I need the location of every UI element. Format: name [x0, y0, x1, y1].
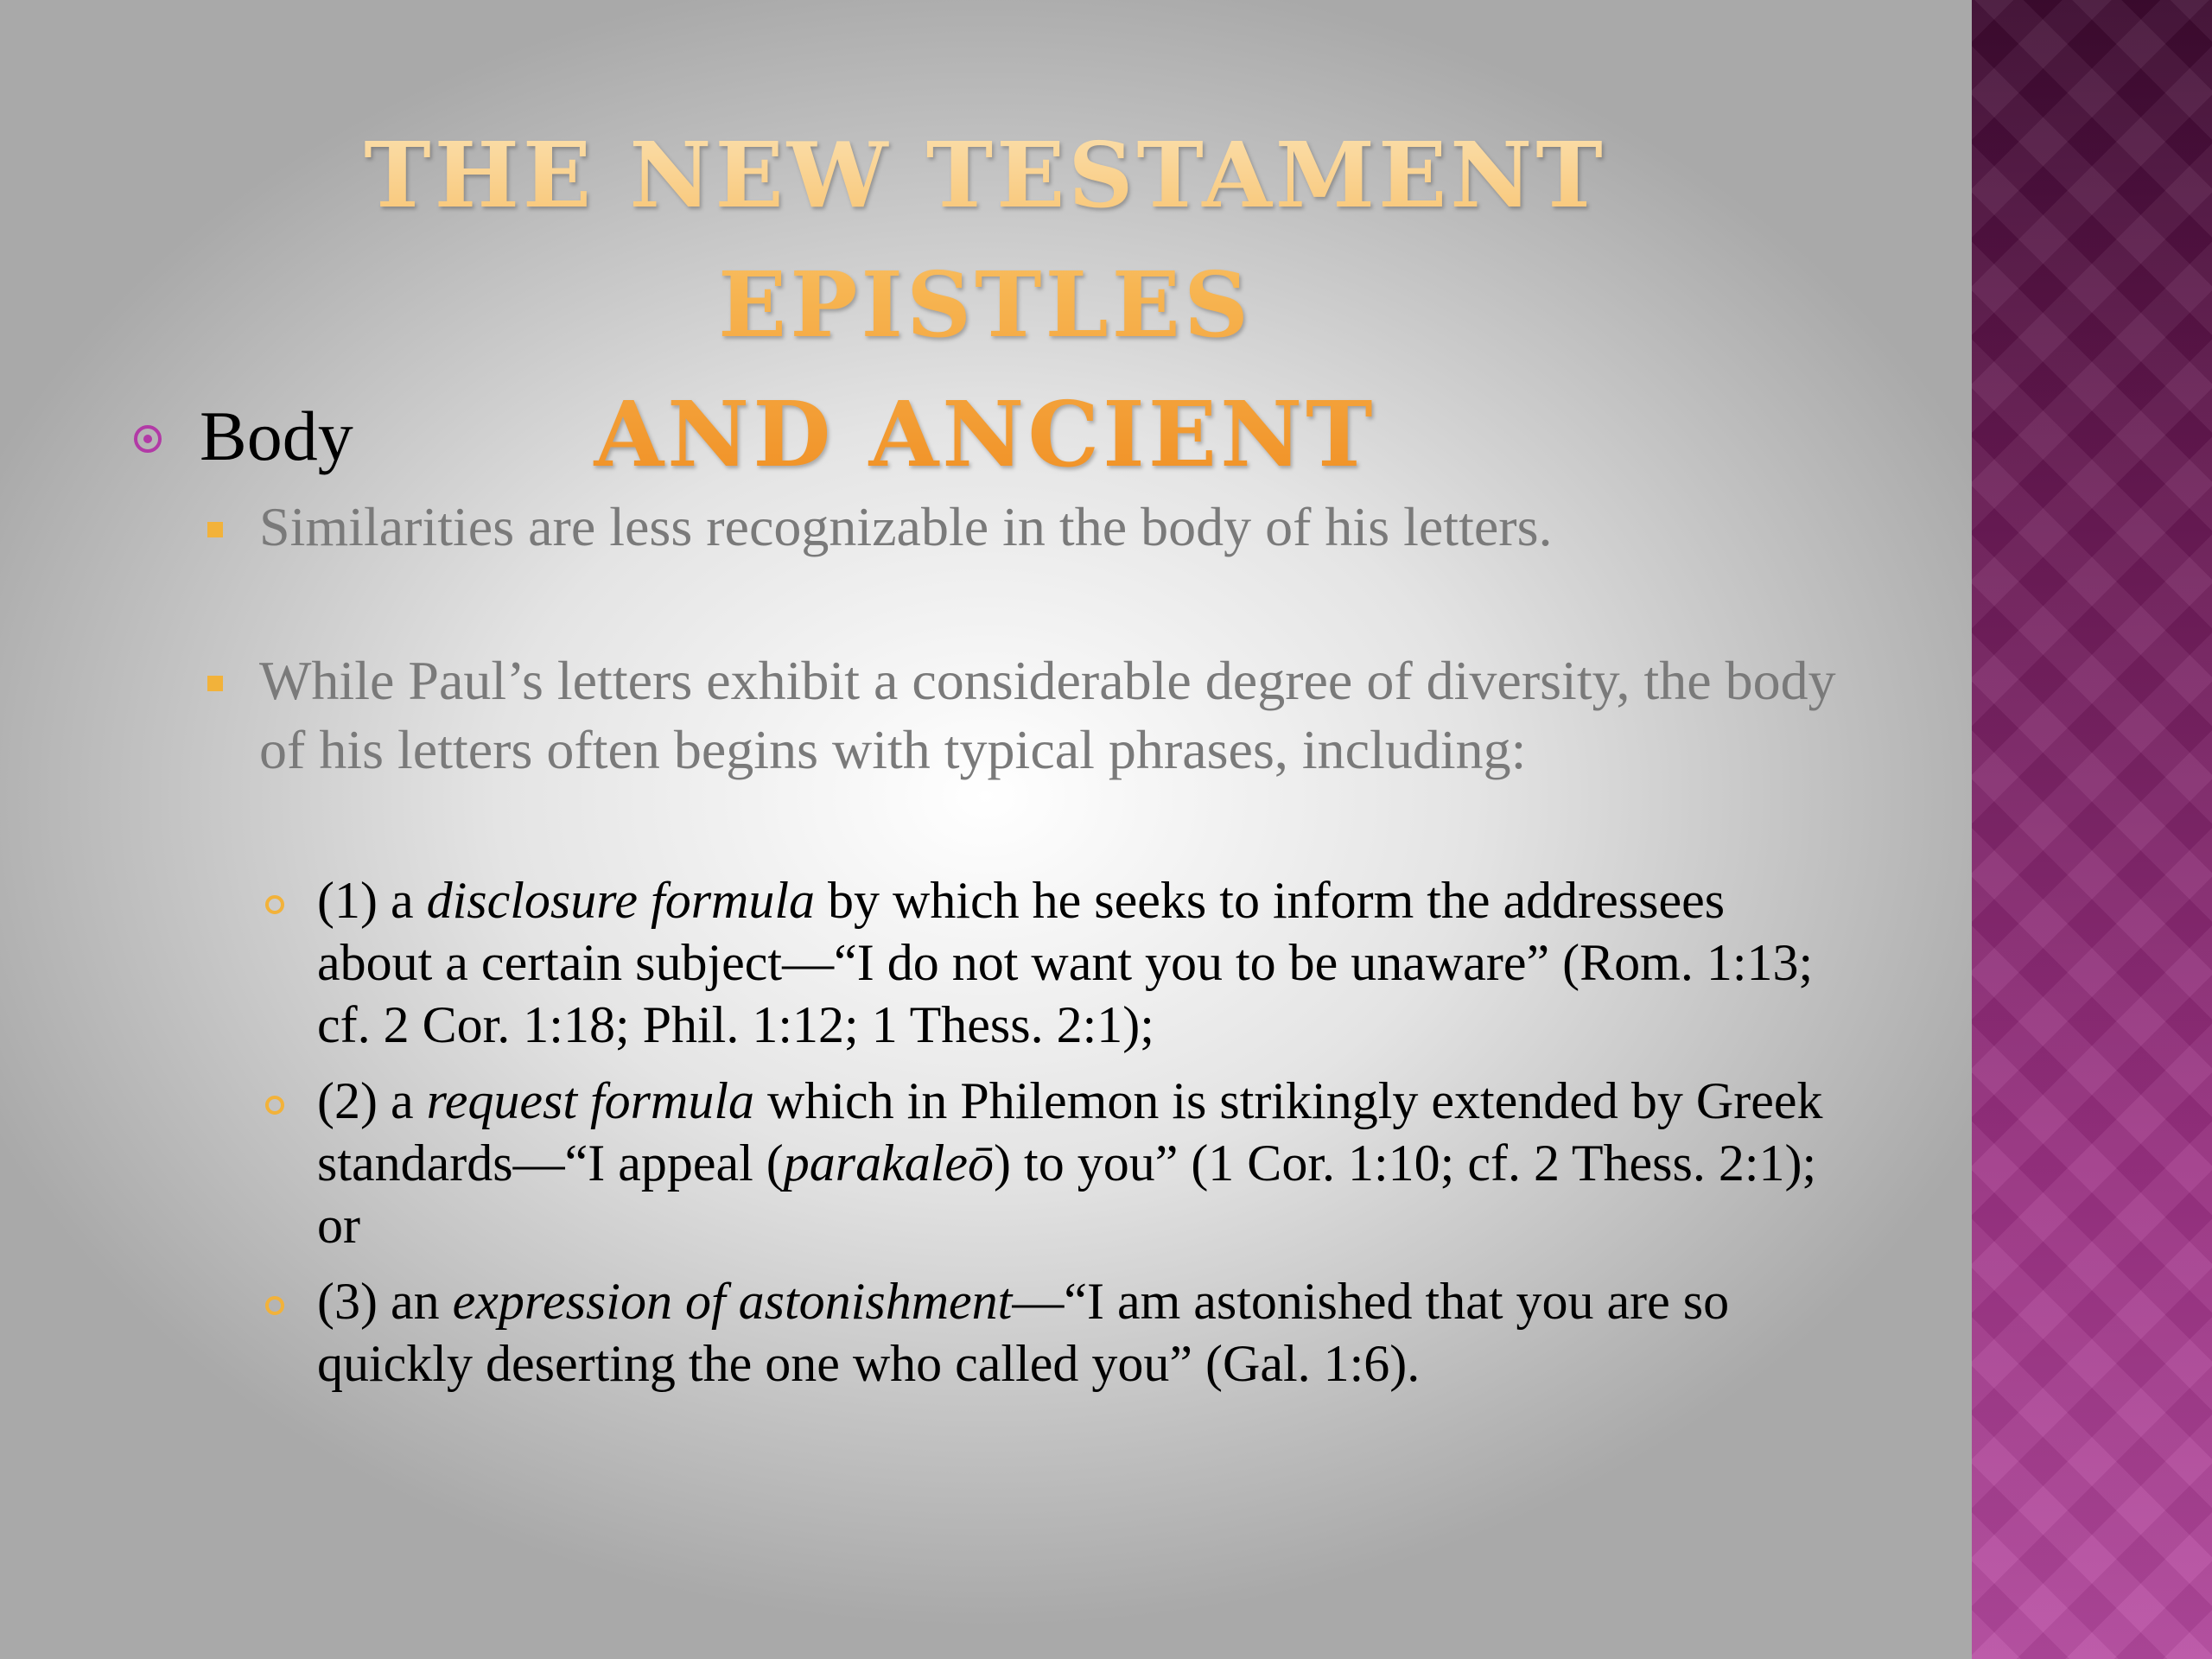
point-text: While Paul’s letters exhibit a considerable degree of diversity, the body of his letters often begins with typical phrases, including:	[259, 650, 1836, 780]
bullet-level2-item	[207, 493, 1849, 562]
circle-bullet-icon	[134, 425, 162, 453]
subpoint-pre: (3) an	[317, 1273, 453, 1330]
point-text: Similarities are less recognizable in the body of his letters.	[259, 496, 1553, 557]
subpoint-post: —“I am astonished that you are so quickly deserting the one who called you” (Gal. 1:6).	[317, 1273, 1730, 1392]
ring-bullet-icon	[265, 1296, 284, 1315]
square-bullet-icon	[207, 522, 223, 537]
subpoint-text	[317, 869, 1845, 1056]
title-line-2: AND ANCIENT	[594, 381, 1376, 487]
subpoint-post: by which he seeks to inform the addressees about a certain subject—“I do not want you to be unaware” (Rom. 1:13; cf. 2 Cor. 1:18; Phil. 1:12; 1 Thess. 2:1);	[317, 872, 1814, 1053]
slide-title	[104, 111, 1866, 499]
subpoint-pre: (1) a	[317, 872, 427, 929]
ring-bullet-icon	[265, 895, 284, 914]
subpoint-pre: (2) a	[317, 1072, 427, 1129]
title-line-1: THE NEW TESTAMENT EPISTLES	[364, 122, 1606, 358]
subpoint-text	[317, 1070, 1845, 1256]
subpoint-mid: which in Philemon is strikingly extended by Greek standards—“I appeal (	[317, 1072, 1823, 1192]
bullet-level3-item	[264, 1270, 1845, 1395]
ring-bullet-icon	[265, 1096, 284, 1115]
bullet-level3-item	[264, 869, 1845, 1056]
decorative-side-panel	[1972, 0, 2212, 1659]
subpoint-term: request formula	[426, 1072, 755, 1129]
square-bullet-icon	[207, 676, 223, 691]
heading-text: Body	[200, 397, 353, 475]
subpoint-term-2: parakaleō	[783, 1135, 995, 1192]
bullet-level3-item	[264, 1070, 1845, 1256]
subpoint-text	[317, 1270, 1845, 1395]
subpoint-term: disclosure formula	[426, 872, 816, 929]
subpoint-term: expression of astonishment	[452, 1273, 1013, 1330]
subpoint-post: ) to you” (1 Cor. 1:10; cf. 2 Thess. 2:1); or	[317, 1135, 1817, 1254]
bullet-level2-item	[207, 646, 1849, 785]
